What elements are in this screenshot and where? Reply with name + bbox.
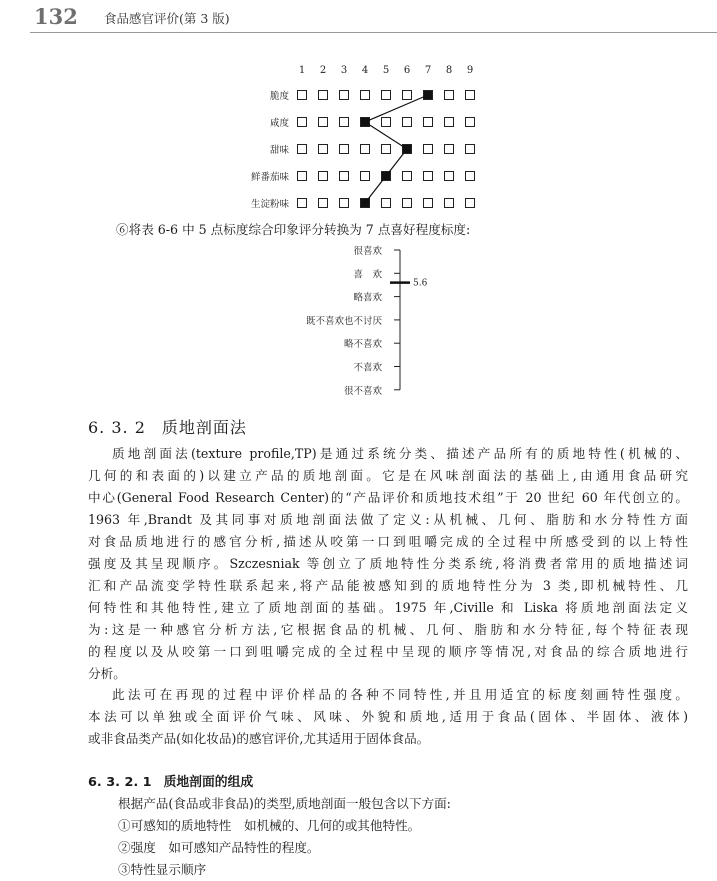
rating-box (403, 199, 412, 208)
rating-box (340, 91, 349, 100)
rating-box (382, 199, 391, 208)
rating-box (298, 118, 307, 127)
paragraph-3: 根据产品(食品或非食品)的类型,质地剖面一般包含以下方面: (118, 796, 451, 811)
page-header (0, 0, 717, 34)
list-item: ①可感知的质地特性 如机械的、几何的或其他特性。 (118, 818, 421, 833)
rating-box (319, 199, 328, 208)
scale-label: 既不喜欢也不讨厌 (305, 315, 382, 327)
section-heading (88, 415, 247, 438)
column-label: 6 (403, 65, 411, 76)
row-label: 脆度 (269, 91, 289, 102)
profile-line (365, 95, 428, 203)
paragraph-line: 或非食品类产品(如化妆品)的感官评价,尤其适用于固体食品。 (88, 731, 430, 746)
paragraph-line: 几何的和表面的)以建立产品的质地剖面。它是在风味剖面法的基础上,由通用食品研究 (88, 468, 688, 483)
list-item: ③特性显示顺序 (118, 862, 207, 877)
paragraph-line: 何特性和其他特性,建立了质地剖面的基础。1975 年,Civille 和 Liska 将质地剖面法定义 (88, 600, 688, 615)
rating-box (445, 145, 454, 154)
rating-box (340, 145, 349, 154)
score-value: 5.6 (413, 278, 428, 289)
rating-box (361, 91, 370, 100)
rating-box (382, 145, 391, 154)
rating-box (466, 145, 475, 154)
subsection-heading (88, 771, 253, 790)
row-label: 甜味 (269, 145, 289, 156)
rating-box (403, 172, 412, 181)
rating-box (298, 91, 307, 100)
paragraph-line: 质地剖面法(texture profile,TP)是通过系统分类、描述产品所有的质地特性(机械的、 (112, 446, 688, 461)
rating-box (382, 91, 391, 100)
column-label: 9 (466, 65, 474, 76)
paragraph-line: 此法可在再现的过程中评价样品的各种不同特性,并且用适宜的标度刻画特性强度。 (112, 687, 688, 702)
hedonic-scale (290, 238, 440, 398)
rating-box (298, 199, 307, 208)
paragraph-line: 1963 年,Brandt 及其同事对质地剖面法做了定义:从机械、几何、脂肪和水分特性方面 (88, 512, 688, 527)
rating-box (445, 172, 454, 181)
page-number: 132 (34, 4, 78, 29)
rating-box (466, 118, 475, 127)
figure-caption: ⑥将表 6-6 中 5 点标度综合印象评分转换为 7 点喜好程度标度: (116, 222, 471, 237)
column-label: 3 (340, 65, 348, 76)
scale-label: 很喜欢 (353, 246, 382, 257)
row-label: 生淀粉味 (250, 199, 289, 210)
rating-box (445, 199, 454, 208)
rating-box (319, 145, 328, 154)
paragraph-line: 对食品质地进行的感官分析,描述从咬第一口到咀嚼完成的全过程中所感受到的以上特性 (88, 534, 688, 549)
scale-label: 不喜欢 (353, 362, 382, 374)
book-title: 食品感官评价(第 3 版) (104, 11, 230, 26)
rating-box (319, 91, 328, 100)
rating-box (424, 118, 433, 127)
rating-box (403, 91, 412, 100)
scale-label: 喜 欢 (353, 269, 382, 281)
paragraph-line: 中心(General Food Research Center)的“产品评价和质地技术组”于 20 世纪 60 年代创立的。 (88, 490, 688, 505)
paragraph-line: 本法可以单独或全面评价气味、风味、外貌和质地,适用于食品(固体、半固体、液体) (88, 709, 688, 724)
rating-box (424, 145, 433, 154)
rating-box (340, 118, 349, 127)
section-number: 6. 3. 2 (88, 418, 146, 437)
rating-box (340, 172, 349, 181)
rating-box (424, 172, 433, 181)
paragraph-line: 分析。 (88, 666, 126, 681)
attribute-rating-grid (240, 60, 490, 218)
subsection-title: 质地剖面的组成 (163, 775, 254, 790)
rating-box (382, 118, 391, 127)
column-label: 5 (382, 65, 390, 76)
scale-label: 很不喜欢 (343, 385, 382, 397)
rating-box (445, 118, 454, 127)
column-label: 7 (424, 65, 432, 76)
column-label: 1 (298, 65, 306, 76)
header-rule (30, 32, 717, 33)
row-label: 咸度 (269, 118, 289, 129)
column-label: 2 (319, 65, 327, 76)
rating-box (298, 145, 307, 154)
subsection-number: 6. 3. 2. 1 (88, 775, 152, 790)
rating-box (298, 172, 307, 181)
column-label: 4 (361, 65, 369, 76)
rating-box (466, 199, 475, 208)
rating-box (361, 145, 370, 154)
paragraph-line: 汇和产品流变学特性联系起来,将产品能被感知到的质地特性分为 3 类,即机械特性、几 (88, 578, 688, 593)
scale-label: 略不喜欢 (343, 339, 382, 351)
section-title: 质地剖面法 (161, 418, 247, 437)
paragraph-line: 为:这是一种感官分析方法,它根据食品的机械、几何、脂肪和水分特征,每个特征表现 (88, 622, 688, 637)
paragraph-line: 强度及其呈现顺序。Szczesniak 等创立了质地特性分类系统,将消费者常用的质地描述词 (88, 556, 688, 571)
rating-box (466, 91, 475, 100)
rating-box (319, 172, 328, 181)
rating-box (403, 118, 412, 127)
rating-box (424, 199, 433, 208)
row-label: 鲜番茄味 (250, 172, 289, 183)
paragraph-line: 的程度以及从咬第一口到咀嚼完成的全过程中呈现的顺序等情况,对食品的综合质地进行 (88, 644, 688, 659)
scale-label: 略喜欢 (353, 292, 382, 304)
rating-box (340, 199, 349, 208)
rating-box (445, 91, 454, 100)
rating-box (466, 172, 475, 181)
rating-box (361, 172, 370, 181)
list-item: ②强度 如可感知产品特性的程度。 (118, 840, 320, 855)
column-label: 8 (445, 65, 453, 76)
rating-box (319, 118, 328, 127)
